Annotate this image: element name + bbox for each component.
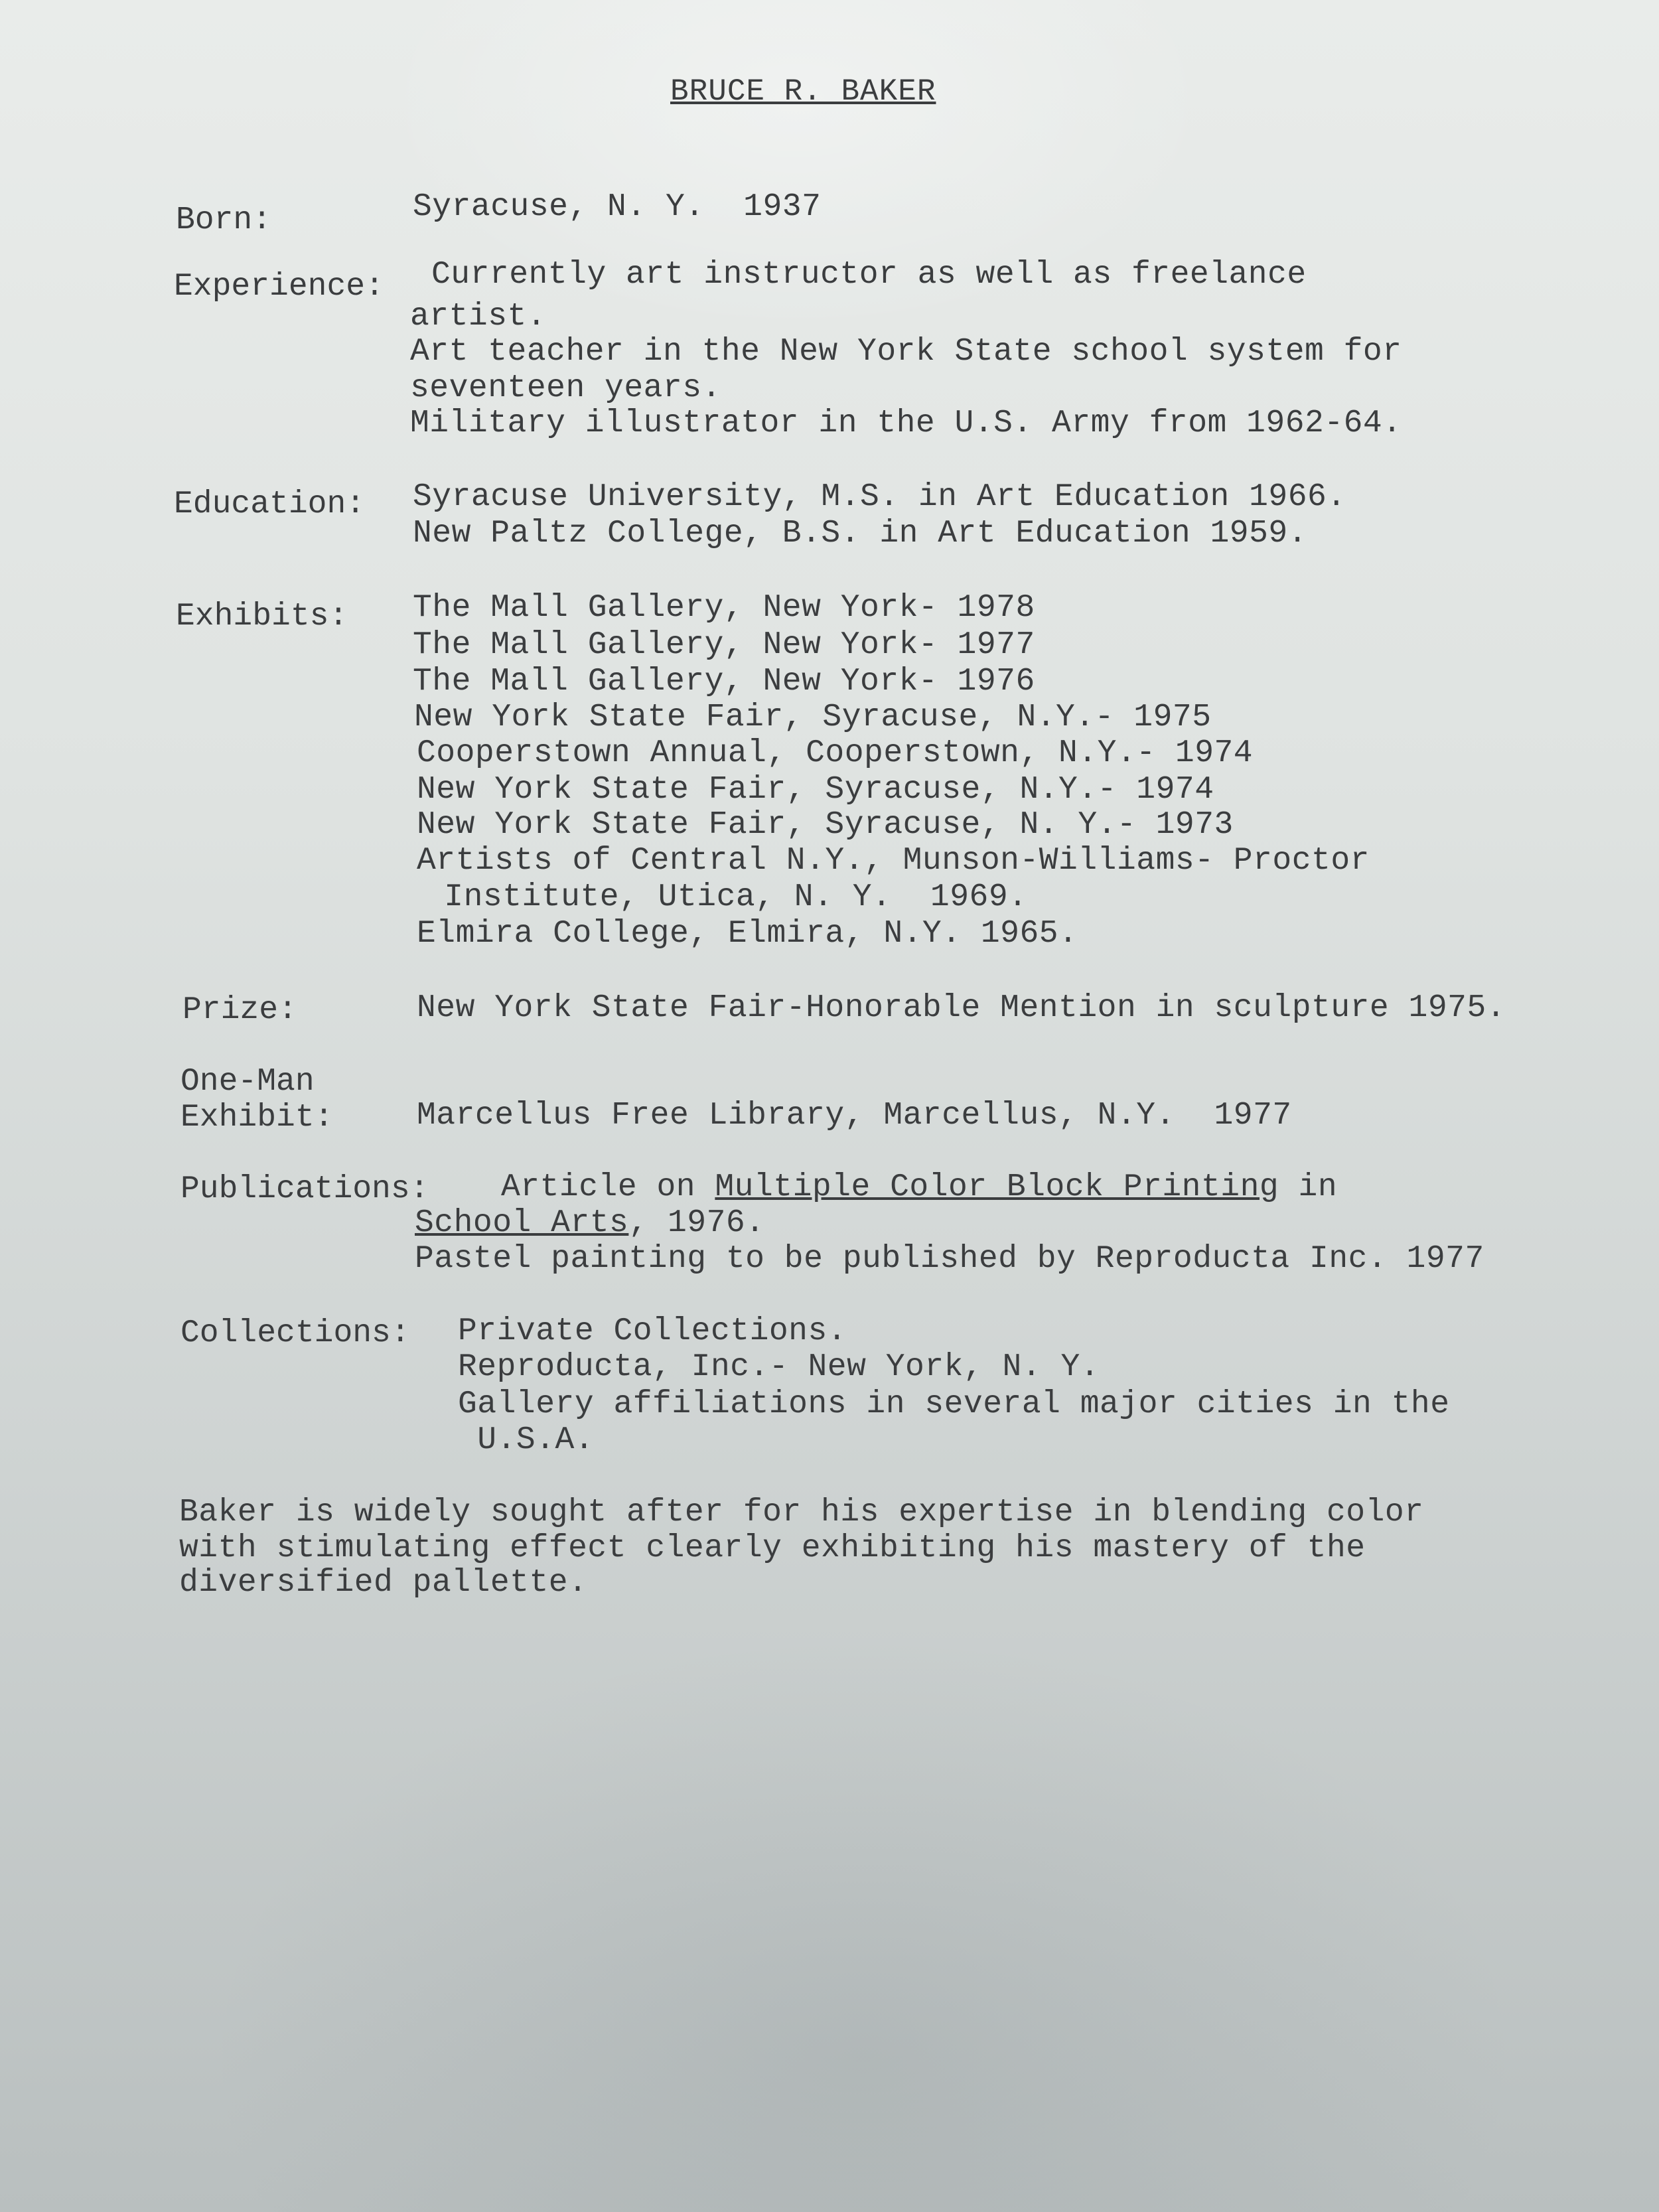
publication-prefix: Article on <box>501 1169 715 1205</box>
experience-line: seventeen years. <box>410 370 721 406</box>
exhibits-label: Exhibits: <box>176 599 348 634</box>
experience-label: Experience: <box>174 269 384 305</box>
exhibits-line: New York State Fair, Syracuse, N. Y.- 1973 <box>417 807 1234 843</box>
publication-year: , 1976. <box>628 1205 765 1241</box>
collections-line: Reproducta, Inc.- New York, N. Y. <box>458 1349 1100 1385</box>
experience-line: Military illustrator in the U.S. Army from 1962-64. <box>410 406 1402 441</box>
summary-line: diversified pallette. <box>179 1565 588 1601</box>
education-line: Syracuse University, M.S. in Art Education 1966. <box>413 479 1346 515</box>
prize-label: Prize: <box>182 992 297 1028</box>
experience-line: Art teacher in the New York State school system for <box>410 334 1402 370</box>
summary-line: Baker is widely sought after for his expertise in blending color <box>179 1495 1424 1530</box>
collections-line: Gallery affiliations in several major cities in the <box>458 1386 1450 1422</box>
born-value: Syracuse, N. Y. 1937 <box>413 189 822 225</box>
one-man-label: One-Man <box>180 1064 315 1100</box>
exhibits-line: Institute, Utica, N. Y. 1969. <box>425 879 1028 915</box>
publications-line-3: Pastel painting to be published by Reproducta Inc. 1977 <box>415 1241 1484 1277</box>
document-title: BRUCE R. BAKER <box>670 74 936 109</box>
exhibits-line: The Mall Gallery, New York- 1976 <box>413 664 1035 700</box>
exhibits-line: The Mall Gallery, New York- 1978 <box>413 590 1035 626</box>
exhibits-line: Elmira College, Elmira, N.Y. 1965. <box>417 916 1078 952</box>
collections-line: Private Collections. <box>458 1313 847 1349</box>
collections-line: U.S.A. <box>458 1422 595 1458</box>
publications-line-2 <box>415 1207 765 1239</box>
publication-magazine-title: School Arts <box>415 1205 629 1241</box>
prize-value: New York State Fair-Honorable Mention in sculpture 1975. <box>417 990 1506 1026</box>
education-line: New Paltz College, B.S. in Art Education 1959. <box>413 516 1308 552</box>
publications-line-1 <box>501 1171 1337 1203</box>
one-man-exhibit-label: Exhibit: <box>180 1100 334 1136</box>
experience-line: Currently art instructor as well as freelance <box>431 257 1307 293</box>
born-label: Born: <box>176 202 272 238</box>
publications-label: Publications: <box>180 1171 429 1207</box>
summary-line: with stimulating effect clearly exhibiting his mastery of the <box>179 1530 1366 1566</box>
exhibits-line: Cooperstown Annual, Cooperstown, N.Y.- 1974 <box>417 735 1254 771</box>
publication-article-title: Multiple Color Block Printing <box>715 1169 1279 1205</box>
collections-label: Collections: <box>180 1315 410 1351</box>
one-man-exhibit-value: Marcellus Free Library, Marcellus, N.Y. 1977 <box>417 1098 1292 1134</box>
exhibits-line: New York State Fair, Syracuse, N.Y.- 1975 <box>414 700 1212 735</box>
publication-suffix: in <box>1279 1169 1338 1205</box>
education-label: Education: <box>174 486 366 522</box>
exhibits-line: New York State Fair, Syracuse, N.Y.- 1974 <box>417 772 1214 808</box>
experience-line: artist. <box>410 299 547 334</box>
exhibits-line: The Mall Gallery, New York- 1977 <box>413 627 1035 663</box>
exhibits-line: Artists of Central N.Y., Munson-Williams- Proctor <box>417 843 1370 879</box>
